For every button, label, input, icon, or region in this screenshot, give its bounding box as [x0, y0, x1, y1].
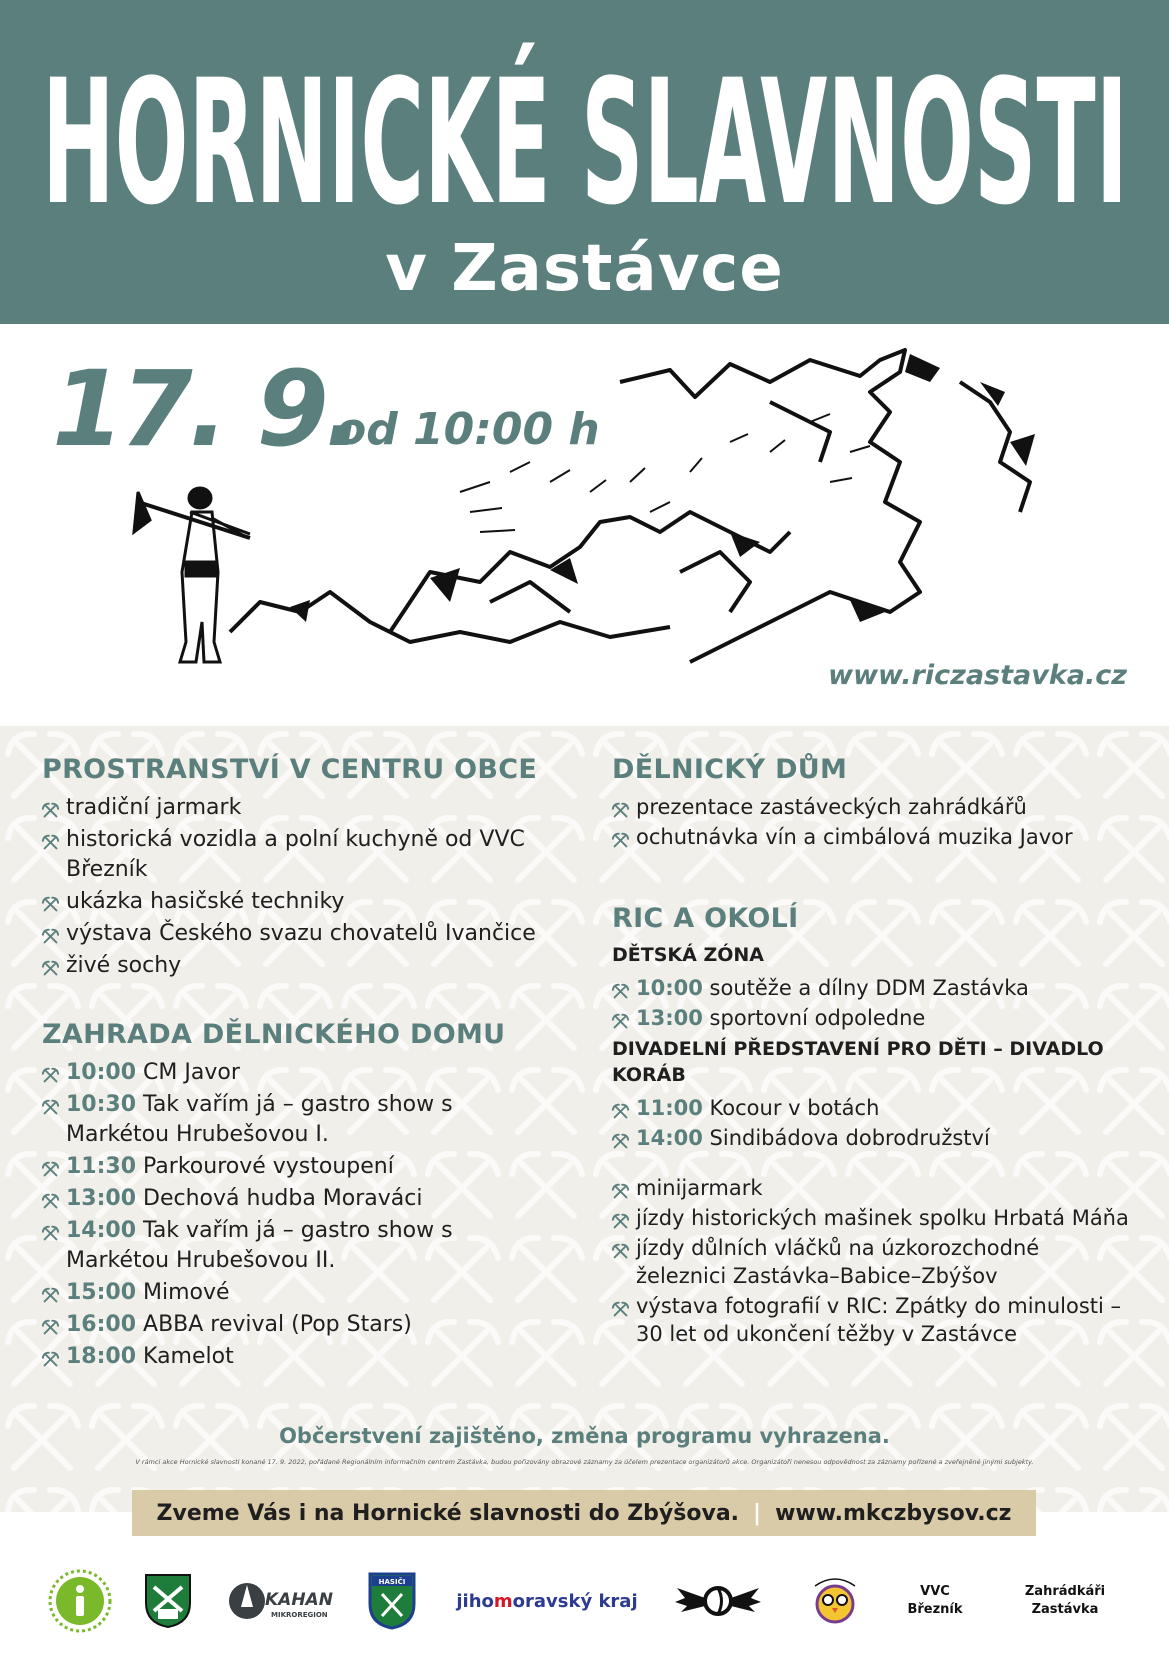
list-item: živé sochy — [42, 951, 562, 981]
info-icon — [48, 1569, 112, 1633]
schedule-item: 13:00 sportovní odpoledne — [612, 1004, 1132, 1032]
header-band — [0, 0, 1169, 324]
list-item: ukázka hasičské techniky — [42, 887, 562, 917]
jmk-logo: jihomoravský kraj — [456, 1590, 638, 1612]
schedule-item: 16:00 ABBA revival (Pop Stars) — [42, 1310, 562, 1340]
pickaxe-icon — [42, 834, 59, 851]
coat-of-arms-icon — [144, 1573, 192, 1629]
ddm-zastavka-logo — [800, 1556, 870, 1646]
pickaxe-icon — [42, 1161, 59, 1178]
subsection-title: DĚTSKÁ ZÓNA — [612, 944, 764, 966]
website-link[interactable]: www.riczastavka.cz — [828, 660, 1127, 691]
pickaxe-icon — [42, 1099, 59, 1116]
winged-wheel-logo — [668, 1556, 768, 1646]
list-item: historická vozidla a polní kuchyně od VVC Březník — [42, 825, 562, 885]
owl-icon — [805, 1570, 865, 1632]
section-title: DĚLNICKÝ DŮM — [612, 754, 848, 785]
schedule-item: 11:30 Parkourové vystoupení — [42, 1152, 562, 1182]
event-date: 17. 9. — [52, 348, 361, 470]
pickaxe-icon — [42, 1287, 59, 1304]
kahan-logo — [225, 1556, 333, 1646]
pickaxe-icon — [612, 1103, 629, 1120]
centrum-list — [42, 793, 562, 981]
program-section — [0, 726, 1169, 1512]
invitation-banner — [132, 1490, 1036, 1536]
poster-subtitle: v Zastávce — [385, 232, 784, 306]
section-title: ZAHRADA DĚLNICKÉHO DOMU — [42, 1019, 506, 1050]
kahan-lamp-icon — [225, 1571, 333, 1631]
zbysov-link[interactable]: www.mkczbysov.cz — [775, 1500, 1012, 1526]
list-item: výstava Českého svazu chovatelů Ivančice — [42, 919, 562, 949]
left-column — [42, 754, 562, 1374]
pickaxe-icon — [42, 960, 59, 977]
invitation-text: Zveme Vás i na Hornické slavnosti do Zbýšova. — [156, 1500, 740, 1526]
list-item: výstava fotografií v RIC: Zpátky do minulosti – 30 let od ukončení těžby v Zastávce — [612, 1292, 1132, 1348]
list-item: jízdy důlních vláčků na úzkorozchodné železnici Zastávka–Babice–Zbýšov — [612, 1234, 1132, 1290]
hero — [0, 324, 1169, 726]
schedule-item: 14:00 Tak vařím já – gastro show s Markétou Hrubešovou II. — [42, 1216, 562, 1276]
pickaxe-icon — [42, 928, 59, 945]
list-item: tradiční jarmark — [42, 793, 562, 823]
schedule-item: 10:00 CM Javor — [42, 1058, 562, 1088]
list-item: minijarmark — [612, 1174, 1132, 1202]
ric-zastavka-logo — [40, 1556, 120, 1646]
winged-wheel-icon — [673, 1576, 763, 1626]
schedule-item: 13:00 Dechová hudba Moraváci — [42, 1184, 562, 1214]
pickaxe-icon — [612, 1301, 629, 1318]
poster-title — [40, 42, 1130, 243]
pickaxe-icon — [42, 1351, 59, 1368]
banner-separator: | — [753, 1500, 762, 1526]
schedule-item: 10:00 soutěže a dílny DDM Zastávka — [612, 974, 1132, 1002]
partner-logos — [0, 1548, 1169, 1654]
firefighter-badge-icon — [368, 1572, 416, 1630]
schedule-item: 15:00 Mimové — [42, 1278, 562, 1308]
event-time: od 10:00 h — [336, 404, 600, 455]
pickaxe-icon — [612, 1183, 629, 1200]
svg-text:HORNICKÉ SLAVNOSTI: HORNICKÉ SLAVNOSTI — [42, 42, 1128, 243]
schedule-item: 14:00 Sindibádova dobrodružství — [612, 1124, 1132, 1152]
pickaxe-icon — [42, 802, 59, 819]
refreshment-note: Občerstvení zajištěno, změna programu vyhrazena. — [279, 1424, 890, 1448]
schedule-item: 18:00 Kamelot — [42, 1342, 562, 1372]
svg-text:MIKROREGION: MIKROREGION — [271, 1611, 328, 1619]
pickaxe-icon — [42, 1225, 59, 1242]
pickaxe-icon — [612, 983, 629, 1000]
section-title: PROSTRANSTVÍ V CENTRU OBCE — [42, 754, 538, 785]
delnicky-dum-list — [612, 793, 1132, 851]
zahradkari-logo: Zahrádkáři Zastávka — [1024, 1584, 1106, 1617]
zastavka-coat-of-arms — [138, 1556, 198, 1646]
pickaxe-icon — [612, 1213, 629, 1230]
pickaxe-icon — [42, 1319, 59, 1336]
theatre-schedule — [612, 1094, 1132, 1152]
list-item: ochutnávka vín a cimbálová muzika Javor — [612, 823, 1132, 851]
section-title: RIC A OKOLÍ — [612, 903, 799, 934]
schedule-item: 10:30 Tak vařím já – gastro show s Markétou Hrubešovou I. — [42, 1090, 562, 1150]
pickaxe-icon — [612, 1243, 629, 1260]
hasici-logo — [362, 1556, 422, 1646]
right-column — [612, 754, 1132, 1350]
list-item: prezentace zastáveckých zahrádkářů — [612, 793, 1132, 821]
svg-text:HASIČI: HASIČI — [378, 1578, 406, 1586]
photo-disclaimer: V rámci akce Hornické slavnosti konané 17. 9. 2022, pořádané Regionálním informačním centrem Zastávka, budou pořizovány obrazové záznamy za účelem prezentace organizátorů akce. Organizátoři nenesou odpovědnost za záznamy pořízené a zveřejněné jinými subjekty. — [135, 1458, 1034, 1466]
zahrada-schedule — [42, 1058, 562, 1372]
pickaxe-icon — [42, 896, 59, 913]
vvc-breznik-logo: VVC Březník — [907, 1584, 963, 1617]
pickaxe-icon — [612, 1013, 629, 1030]
ric-other-list — [612, 1174, 1132, 1348]
pickaxe-icon — [612, 802, 629, 819]
subsection-title: DIVADELNÍ PŘEDSTAVENÍ PRO DĚTI – DIVADLO KORÁB — [612, 1038, 1104, 1086]
pickaxe-icon — [42, 1193, 59, 1210]
list-item: jízdy historických mašinek spolku Hrbatá Máňa — [612, 1204, 1132, 1232]
pickaxe-icon — [612, 1133, 629, 1150]
pickaxe-icon — [612, 832, 629, 849]
pickaxe-icon — [42, 1067, 59, 1084]
schedule-item: 11:00 Kocour v botách — [612, 1094, 1132, 1122]
kids-schedule — [612, 974, 1132, 1032]
svg-text:KAHAN: KAHAN — [265, 1590, 333, 1610]
